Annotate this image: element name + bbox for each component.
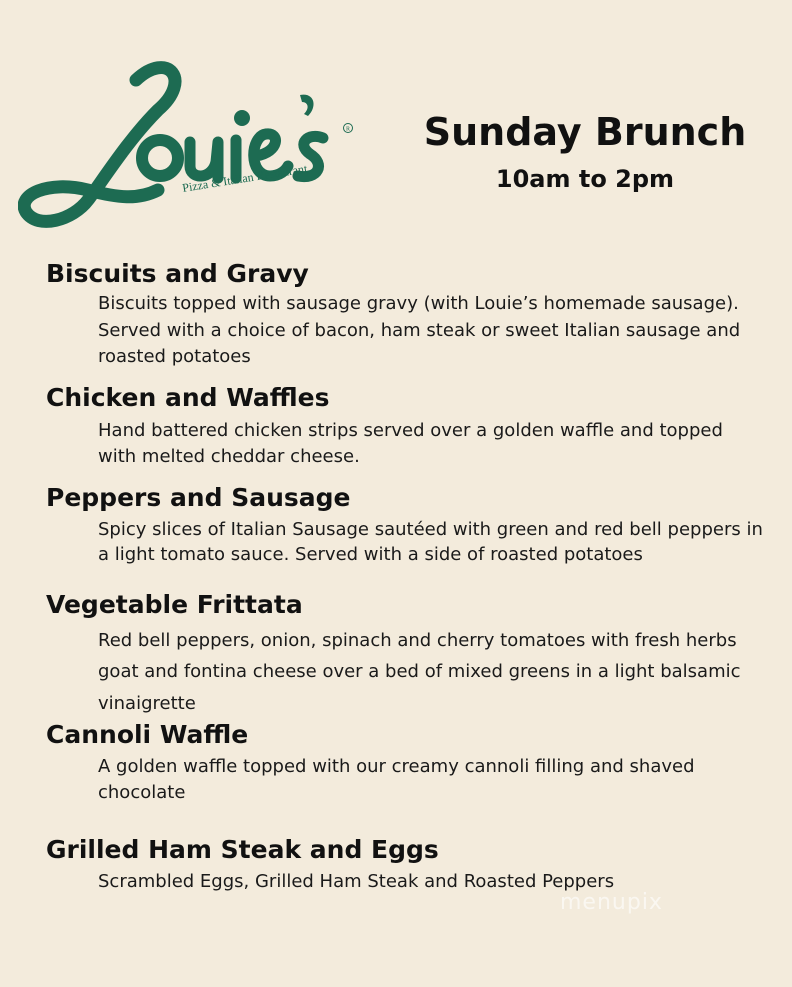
menu-header [400,108,770,194]
restaurant-logo [18,40,363,235]
menu-item-name: Grilled Ham Steak and Eggs [46,835,439,864]
menu-item-name: Chicken and Waffles [46,383,330,412]
menu-item-description-line: Hand battered chicken strips served over a golden waffle and topped [98,420,723,441]
menu-item-description-line: vinaigrette [98,693,196,714]
menu-item-description-line: goat and fontina cheese over a bed of mixed greens in a light balsamic [98,661,741,682]
watermark: menupix [560,890,663,915]
menu-item-description-line: chocolate [98,782,186,803]
menu-item-description-line: a light tomato sauce. Served with a side of roasted potatoes [98,544,643,565]
menu-item-name: Cannoli Waffle [46,720,249,749]
menu-item-description-line: roasted potatoes [98,346,251,367]
registered-mark [344,124,353,133]
menu-item-name: Vegetable Frittata [46,590,303,619]
svg-text:Pizza & Italian Restaurant: Pizza & Italian Restaurant [181,161,309,195]
menu-item-description-line: Scrambled Eggs, Grilled Ham Steak and Roasted Peppers [98,871,615,892]
menu-item-description-line: Red bell peppers, onion, spinach and cherry tomatoes with fresh herbs [98,630,737,651]
svg-text:R: R [345,126,351,133]
menu-hours: 10am to 2pm [495,165,675,193]
menu-item-name: Biscuits and Gravy [46,259,309,288]
menu-item-description-line: with melted cheddar cheese. [98,446,360,467]
menu-item-description-line: Biscuits topped with sausage gravy (with Louie’s homemade sausage). [98,293,739,314]
menu-item-description-line: Spicy slices of Italian Sausage sautéed with green and red bell peppers in [98,519,763,540]
menu-item-description-line: Served with a choice of bacon, ham steak or sweet Italian sausage and [98,320,741,341]
menu-title: Sunday Brunch [423,110,747,154]
menu-item-description-line: A golden waffle topped with our creamy cannoli filling and shaved [98,756,695,777]
menu-item-name: Peppers and Sausage [46,483,351,512]
